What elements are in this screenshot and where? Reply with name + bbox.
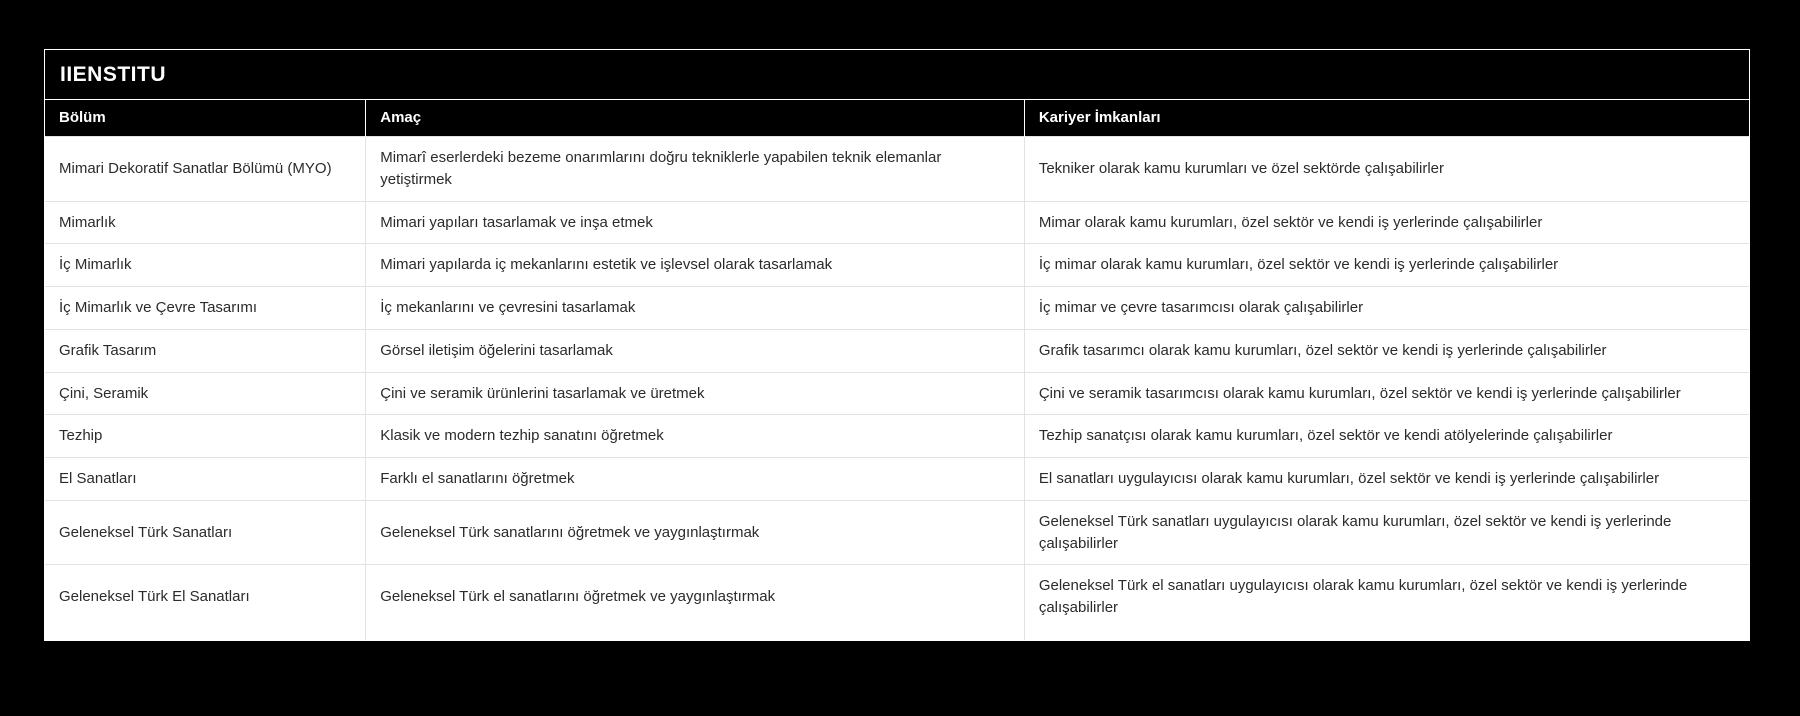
table-row (45, 201, 1749, 244)
table-row (45, 372, 1749, 415)
table-cell: Geleneksel Türk sanatlarını öğretmek ve yaygınlaştırmak (366, 500, 1025, 565)
table-cell: Geleneksel Türk el sanatlarını öğretmek ve yaygınlaştırmak (366, 565, 1025, 640)
table-cell: İç mimar ve çevre tasarımcısı olarak çalışabilirler (1024, 287, 1749, 330)
table-cell: Tezhip sanatçısı olarak kamu kurumları, özel sektör ve kendi atölyelerinde çalışabilirler (1024, 415, 1749, 458)
table-cell: El sanatları uygulayıcısı olarak kamu kurumları, özel sektör ve kendi iş yerlerinde çalışabilirler (1024, 458, 1749, 501)
column-header: Kariyer İmkanları (1024, 100, 1749, 137)
table-cell: Tezhip (45, 415, 366, 458)
table-cell: Mimari yapılarda iç mekanlarını estetik ve işlevsel olarak tasarlamak (366, 244, 1025, 287)
table-cell: Geleneksel Türk El Sanatları (45, 565, 366, 640)
table-cell: Mimari Dekoratif Sanatlar Bölümü (MYO) (45, 137, 366, 202)
table-head (45, 100, 1749, 137)
card-title: IIENSTITU (45, 50, 1749, 99)
table-cell: Mimar olarak kamu kurumları, özel sektör ve kendi iş yerlerinde çalışabilirler (1024, 201, 1749, 244)
table-row (45, 415, 1749, 458)
table-body (45, 137, 1749, 640)
table-row (45, 329, 1749, 372)
table-header-row (45, 100, 1749, 137)
table-cell: Çini ve seramik tasarımcısı olarak kamu kurumları, özel sektör ve kendi iş yerlerinde çalışabilirler (1024, 372, 1749, 415)
departments-table (45, 99, 1749, 640)
column-header: Amaç (366, 100, 1025, 137)
table-row (45, 565, 1749, 640)
table-cell: İç mekanlarını ve çevresini tasarlamak (366, 287, 1025, 330)
table-cell: Farklı el sanatlarını öğretmek (366, 458, 1025, 501)
table-row (45, 500, 1749, 565)
table-cell: Mimarlık (45, 201, 366, 244)
table-cell: İç mimar olarak kamu kurumları, özel sektör ve kendi iş yerlerinde çalışabilirler (1024, 244, 1749, 287)
table-cell: İç Mimarlık ve Çevre Tasarımı (45, 287, 366, 330)
table-row (45, 137, 1749, 202)
table-cell: Grafik tasarımcı olarak kamu kurumları, özel sektör ve kendi iş yerlerinde çalışabilirler (1024, 329, 1749, 372)
table-row (45, 244, 1749, 287)
table-cell: Mimarî eserlerdeki bezeme onarımlarını doğru tekniklerle yapabilen teknik elemanlar yetiştirmek (366, 137, 1025, 202)
table-cell: Çini ve seramik ürünlerini tasarlamak ve üretmek (366, 372, 1025, 415)
table-cell: Geleneksel Türk el sanatları uygulayıcısı olarak kamu kurumları, özel sektör ve kendi iş yerlerinde çalışabilirler (1024, 565, 1749, 640)
table-cell: Mimari yapıları tasarlamak ve inşa etmek (366, 201, 1025, 244)
table-cell: Çini, Seramik (45, 372, 366, 415)
table-cell: Geleneksel Türk sanatları uygulayıcısı olarak kamu kurumları, özel sektör ve kendi iş yerlerinde çalışabilirler (1024, 500, 1749, 565)
table-cell: Geleneksel Türk Sanatları (45, 500, 366, 565)
table-cell: Tekniker olarak kamu kurumları ve özel sektörde çalışabilirler (1024, 137, 1749, 202)
table-cell: Grafik Tasarım (45, 329, 366, 372)
table-cell: Klasik ve modern tezhip sanatını öğretmek (366, 415, 1025, 458)
departments-card (44, 49, 1750, 641)
table-cell: Görsel iletişim öğelerini tasarlamak (366, 329, 1025, 372)
column-header: Bölüm (45, 100, 366, 137)
table-cell: İç Mimarlık (45, 244, 366, 287)
table-cell: El Sanatları (45, 458, 366, 501)
table-row (45, 287, 1749, 330)
table-row (45, 458, 1749, 501)
